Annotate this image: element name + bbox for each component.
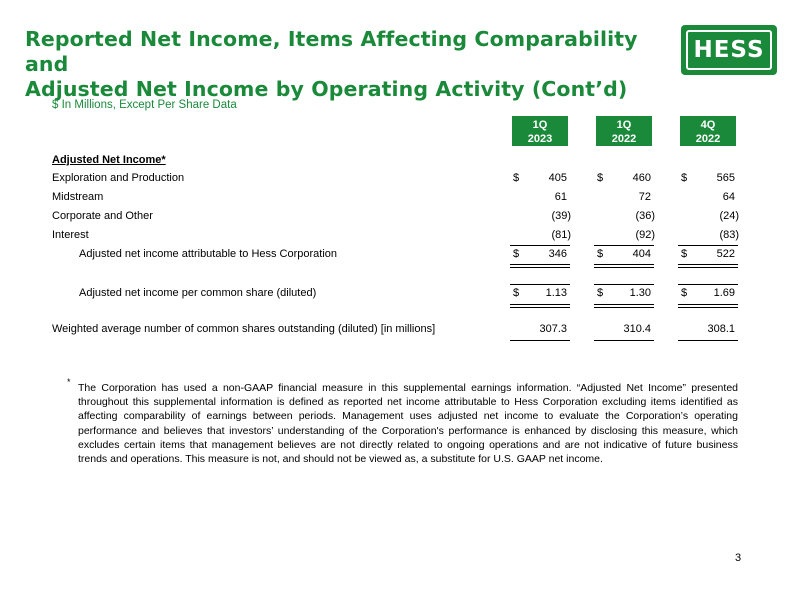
per-share-top-rule	[594, 284, 654, 285]
value-1q-2023: 405	[548, 172, 567, 184]
section-title: Adjusted Net Income*	[52, 154, 166, 166]
row-label: Interest	[52, 229, 89, 241]
shares-underline	[678, 340, 738, 341]
column-header-year: 2022	[611, 133, 637, 145]
per-share-double-rule	[594, 304, 654, 308]
value-1q-2023: 307.3	[539, 323, 567, 335]
column-header-quarter: 4Q	[700, 119, 716, 131]
column-header-year: 2022	[695, 133, 721, 145]
total-double-rule	[510, 264, 570, 268]
dollar-sign: $	[597, 172, 604, 184]
hess-logo-text: HESS	[686, 30, 772, 70]
page-title	[25, 27, 665, 102]
dollar-sign: $	[513, 172, 520, 184]
per-share-double-rule	[510, 304, 570, 308]
page-number: 3	[735, 552, 742, 564]
row-label: Corporate and Other	[52, 210, 153, 222]
value-1q-2022: (36)	[635, 210, 655, 222]
value-1q-2023: 61	[554, 191, 567, 203]
footnote-text: The Corporation has used a non-GAAP financial measure in this supplemental earnings information. “Adjusted Net Income” presented throughout this supplemental information is defined as reported net income attributable to Hess Corporation excluding items identified as affecting comparability of earnings between periods. Management uses adjusted net income to evaluate the Corporation’s operating performance and believes that investors’ understanding of the Corporation's performance is enhanced by disclosing this measure, which excludes certain items that management believes are not directly related to ongoing operations and are not indicative of future business trends and operations. This measure is not, and should not be viewed as, a substitute for U.S. GAAP net income.	[78, 382, 738, 466]
dollar-sign: $	[513, 287, 520, 299]
value-4q-2022: 522	[716, 248, 735, 260]
value-1q-2022: 1.30	[629, 287, 651, 299]
table-row-corporate-other	[0, 210, 800, 226]
shares-underline	[510, 340, 570, 341]
per-share-top-rule	[510, 284, 570, 285]
value-4q-2022: 565	[716, 172, 735, 184]
dollar-sign: $	[513, 248, 520, 260]
value-1q-2022: 404	[632, 248, 651, 260]
column-header-year: 2023	[527, 133, 553, 145]
value-1q-2022: (92)	[635, 229, 655, 241]
dollar-sign: $	[597, 248, 604, 260]
row-label: Exploration and Production	[52, 172, 185, 184]
dollar-sign: $	[681, 172, 688, 184]
table-row-interest	[0, 229, 800, 245]
value-1q-2023: (81)	[551, 229, 571, 241]
subtotal-rule	[510, 245, 570, 246]
total-double-rule	[678, 264, 738, 268]
row-label: Adjusted net income per common share (diluted)	[79, 287, 317, 299]
dollar-sign: $	[681, 248, 688, 260]
dollar-sign: $	[597, 287, 604, 299]
row-label: Midstream	[52, 191, 104, 203]
dollar-sign: $	[681, 287, 688, 299]
row-label: Adjusted net income attributable to Hess Corporation	[79, 248, 338, 260]
value-1q-2022: 310.4	[623, 323, 651, 335]
value-4q-2022: 1.69	[713, 287, 735, 299]
table-row-midstream	[0, 191, 800, 207]
hess-logo	[681, 25, 777, 75]
value-1q-2023: 346	[548, 248, 567, 260]
total-double-rule	[594, 264, 654, 268]
value-1q-2023: (39)	[551, 210, 571, 222]
column-header-4q-2022	[680, 116, 736, 146]
per-share-double-rule	[678, 304, 738, 308]
value-4q-2022: 64	[722, 191, 735, 203]
value-1q-2022: 460	[632, 172, 651, 184]
table-row-exploration-production	[0, 172, 800, 188]
table-row-adjusted-net-income	[0, 248, 800, 264]
column-header-quarter: 1Q	[616, 119, 632, 131]
per-share-top-rule	[678, 284, 738, 285]
column-header-quarter: 1Q	[532, 119, 548, 131]
subtotal-rule	[678, 245, 738, 246]
shares-underline	[594, 340, 654, 341]
value-4q-2022: (24)	[719, 210, 739, 222]
row-label: Weighted average number of common shares outstanding (diluted) [in millions]	[52, 323, 436, 335]
column-header-1q-2022	[596, 116, 652, 146]
subtotal-rule	[594, 245, 654, 246]
column-header-1q-2023	[512, 116, 568, 146]
page-title-line-1: Reported Net Income, Items Affecting Comparability and	[25, 27, 638, 76]
table-row-weighted-shares	[0, 323, 800, 339]
footnote-asterisk: *	[67, 377, 71, 387]
table-row-per-share	[0, 287, 800, 303]
page-title-line-2: Adjusted Net Income by Operating Activity (Cont’d)	[25, 77, 628, 101]
value-1q-2022: 72	[638, 191, 651, 203]
value-4q-2022: (83)	[719, 229, 739, 241]
units-subtitle: $ In Millions, Except Per Share Data	[52, 99, 237, 111]
value-1q-2023: 1.13	[545, 287, 567, 299]
value-4q-2022: 308.1	[707, 323, 735, 335]
